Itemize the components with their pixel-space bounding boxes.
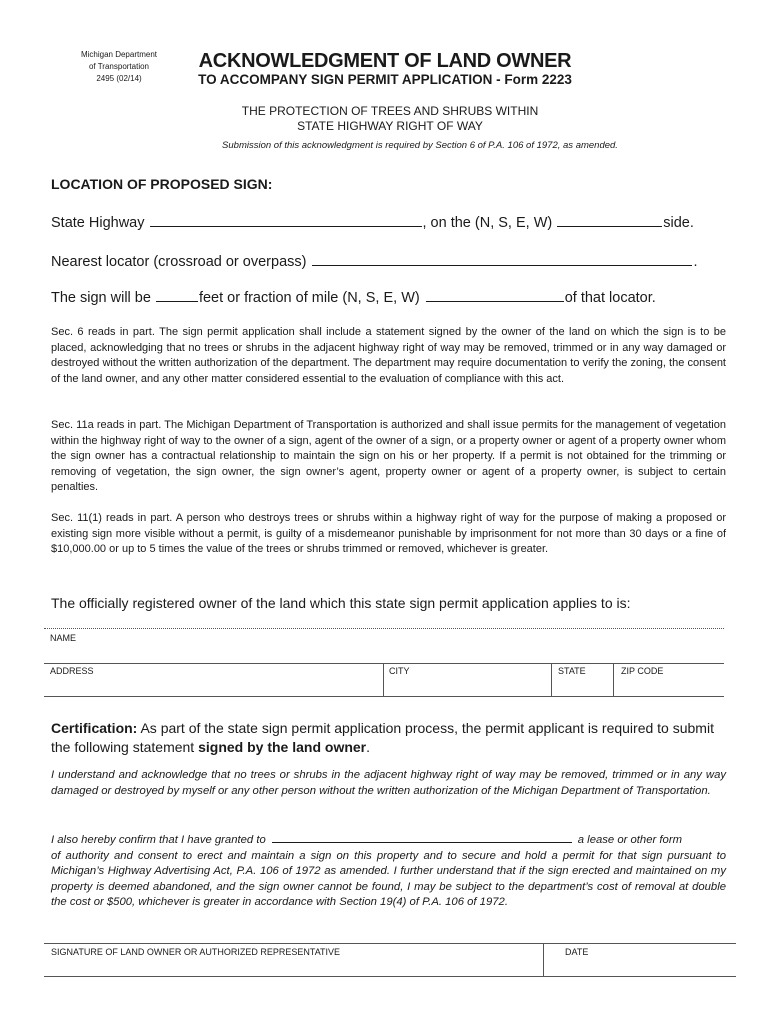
- certification-label: Certification:: [51, 720, 138, 736]
- locator-label: Nearest locator (crossroad or overpass): [51, 254, 307, 270]
- consent-statement: [51, 831, 726, 911]
- consent-tail: a lease or other form: [577, 834, 682, 846]
- certification-text: As part of the state sign permit application process, the permit applicant is required to submit the following statement: [51, 720, 714, 755]
- date-label: DATE: [565, 947, 589, 957]
- owner-address-row: [44, 663, 724, 697]
- owner-divider: [44, 628, 724, 629]
- locator-row: [51, 252, 698, 270]
- section-11-1-text: Sec. 11(1) reads in part. A person who destroys trees or shrubs within a highway right of way for the purpose of making a proposed or existing sign more visible without a permit, is guilty of a misdemeanor punishable by imprisonment for not more than 30 days or a fine of $10,000.00 or up to 5 times the value of the trees or shrubs trimmed or removed, whichever is greater.: [51, 512, 726, 555]
- page-title: ACKNOWLEDGMENT OF LAND OWNER: [198, 50, 572, 72]
- certification-end: .: [366, 739, 371, 755]
- distance-label-3: of that locator.: [564, 290, 656, 306]
- signature-label: SIGNATURE OF LAND OWNER OR AUTHORIZED REPRESENTATIVE: [51, 947, 341, 957]
- consent-rest: of authority and consent to erect and maintain a sign on this property and to secure and hold a permit for that sign pursuant to Michigan’s Highway Advertising Act, P.A. 106 of 1972 as amended. I further understand that if the sign erected and maintained on my property is deemed abandoned, and the sign owner cannot be found, I may be subject to the department’s cost of removal at double the cost or $500, whichever is greater in accordance with Section 19(4) of P.A. 106 of 1972.: [51, 849, 726, 908]
- certification-bold: signed by the land owner: [198, 739, 367, 755]
- agency-block: [60, 49, 178, 85]
- zip-label: ZIP CODE: [621, 666, 664, 676]
- section-6-text: Sec. 6 reads in part. The sign permit application shall include a statement signed by the owner of the land on which the sign is to be placed, acknowledging that no trees or shrubs in the adjacent highway right of way may be removed, trimmed or in any way damaged or destroyed without the written authorization of the department. The department may require documentation to verify the zoning, the consent of the land owner, and any other matter considered essential to the evaluation of compliance with this act.: [51, 326, 726, 385]
- divider-city: [383, 663, 384, 696]
- divider-zip: [613, 663, 614, 696]
- requirement-note: Submission of this acknowledgment is required by Section 6 of P.A. 106 of 1972, as amended.: [222, 140, 618, 151]
- agency-name-line1: Michigan Department: [80, 50, 158, 59]
- address-label: ADDRESS: [50, 666, 94, 676]
- section-11a-text: Sec. 11a reads in part. The Michigan Department of Transportation is authorized and shall issue permits for the management of vegetation within the highway right of way to the owner of a sign, agent of the owner of a sign, or a property owner or agent of a property owner whom the sign owner has a contractual relationship to maintain the sign on his or her property. If a permit is not obtained for the trimming or removing of vegetation, the sign owner, the sign owner’s agent, property owner or agent of a property owner, is subject to certain penalties.: [51, 419, 726, 493]
- highway-row: [51, 213, 694, 231]
- locator-end: .: [693, 254, 698, 270]
- signature-row: [44, 943, 736, 977]
- heading-line-1: THE PROTECTION OF TREES AND SHRUBS WITHIN: [241, 104, 539, 118]
- locator-input[interactable]: [312, 252, 692, 266]
- owner-statement: The officially registered owner of the land which this state sign permit application applies to is:: [51, 595, 631, 611]
- agency-name-line2: of Transportation: [88, 62, 150, 71]
- distance-direction-input[interactable]: [426, 288, 564, 302]
- direction-input[interactable]: [557, 213, 662, 227]
- on-the-label: , on the (N, S, E, W): [422, 215, 553, 231]
- certification-block: [51, 719, 731, 757]
- highway-input[interactable]: [150, 213, 422, 227]
- owner-name-field[interactable]: [44, 630, 724, 664]
- side-label: side.: [663, 215, 694, 231]
- heading-line-2: STATE HIGHWAY RIGHT OF WAY: [297, 119, 483, 133]
- highway-label: State Highway: [51, 215, 145, 231]
- signature-field[interactable]: [44, 944, 543, 976]
- grantee-input[interactable]: [272, 831, 572, 843]
- page-subtitle: TO ACCOMPANY SIGN PERMIT APPLICATION - Form 2223: [198, 72, 572, 87]
- city-label: CITY: [389, 666, 410, 676]
- divider-state: [551, 663, 552, 696]
- distance-label-2: feet or fraction of mile (N, S, E, W): [198, 290, 420, 306]
- distance-row: [51, 288, 656, 306]
- state-label: STATE: [558, 666, 586, 676]
- location-heading: LOCATION OF PROPOSED SIGN:: [51, 176, 273, 192]
- consent-lead: I also hereby confirm that I have granted to: [51, 834, 266, 846]
- distance-input[interactable]: [156, 288, 198, 302]
- form-code: 2495 (02/14): [96, 74, 142, 83]
- date-field[interactable]: [544, 944, 736, 976]
- acknowledgment-statement: I understand and acknowledge that no trees or shrubs in the adjacent highway right of way may be removed, trimmed or in any way damaged or destroyed by myself or any other person without the written authorization of the Michigan Department of Transportation.: [51, 769, 726, 797]
- name-label: NAME: [50, 633, 77, 643]
- distance-label-1: The sign will be: [51, 290, 151, 306]
